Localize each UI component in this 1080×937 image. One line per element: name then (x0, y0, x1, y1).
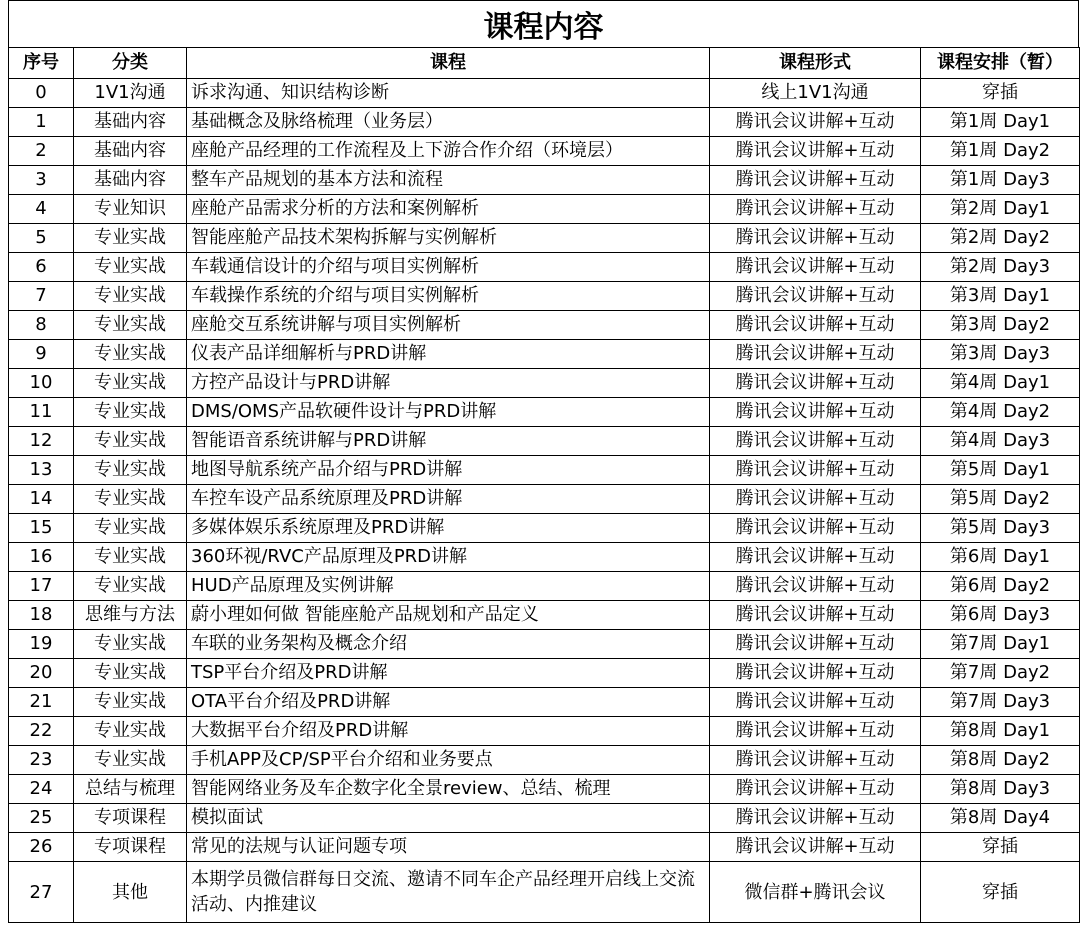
row-schedule: 第2周 Day1 (921, 195, 1080, 224)
header-row (9, 48, 1080, 79)
row-category: 专业实战 (74, 253, 187, 282)
row-format: 腾讯会议讲解+互动 (710, 224, 921, 253)
table-row (9, 224, 1080, 253)
row-schedule: 第4周 Day3 (921, 427, 1080, 456)
row-index: 9 (9, 340, 74, 369)
row-category: 专业实战 (74, 456, 187, 485)
row-course: 座舱交互系统讲解与项目实例解析 (187, 311, 710, 340)
row-index: 5 (9, 224, 74, 253)
row-format: 腾讯会议讲解+互动 (710, 746, 921, 775)
row-category: 专业实战 (74, 514, 187, 543)
row-category: 专项课程 (74, 833, 187, 862)
row-category: 专业实战 (74, 398, 187, 427)
row-format: 腾讯会议讲解+互动 (710, 775, 921, 804)
row-course: DMS/OMS产品软硬件设计与PRD讲解 (187, 398, 710, 427)
row-category: 基础内容 (74, 166, 187, 195)
row-course: 地图导航系统产品介绍与PRD讲解 (187, 456, 710, 485)
row-format: 微信群+腾讯会议 (710, 862, 921, 923)
row-category: 专业实战 (74, 340, 187, 369)
row-format: 腾讯会议讲解+互动 (710, 514, 921, 543)
row-format: 腾讯会议讲解+互动 (710, 543, 921, 572)
row-format: 腾讯会议讲解+互动 (710, 833, 921, 862)
table-body (9, 79, 1080, 923)
row-index: 27 (9, 862, 74, 923)
row-course: 仪表产品详细解析与PRD讲解 (187, 340, 710, 369)
row-index: 2 (9, 137, 74, 166)
row-course: 本期学员微信群每日交流、邀请不同车企产品经理开启线上交流活动、内推建议 (187, 862, 710, 923)
row-schedule: 穿插 (921, 862, 1080, 923)
row-format: 腾讯会议讲解+互动 (710, 195, 921, 224)
row-format: 腾讯会议讲解+互动 (710, 659, 921, 688)
header-index: 序号 (9, 48, 74, 79)
row-category: 专业实战 (74, 427, 187, 456)
row-category: 思维与方法 (74, 601, 187, 630)
row-category: 基础内容 (74, 137, 187, 166)
row-category: 1V1沟通 (74, 79, 187, 108)
table-row (9, 311, 1080, 340)
table-row (9, 514, 1080, 543)
row-schedule: 第3周 Day3 (921, 340, 1080, 369)
row-format: 腾讯会议讲解+互动 (710, 485, 921, 514)
row-schedule: 第1周 Day3 (921, 166, 1080, 195)
table-row (9, 833, 1080, 862)
row-schedule: 第7周 Day1 (921, 630, 1080, 659)
row-index: 11 (9, 398, 74, 427)
row-format: 腾讯会议讲解+互动 (710, 282, 921, 311)
row-schedule: 第8周 Day3 (921, 775, 1080, 804)
row-format: 腾讯会议讲解+互动 (710, 108, 921, 137)
row-index: 13 (9, 456, 74, 485)
row-format: 腾讯会议讲解+互动 (710, 601, 921, 630)
row-course: 多媒体娱乐系统原理及PRD讲解 (187, 514, 710, 543)
row-format: 腾讯会议讲解+互动 (710, 137, 921, 166)
table-row (9, 340, 1080, 369)
row-format: 腾讯会议讲解+互动 (710, 369, 921, 398)
course-table (8, 47, 1080, 923)
row-course: 座舱产品需求分析的方法和案例解析 (187, 195, 710, 224)
row-course: 大数据平台介绍及PRD讲解 (187, 717, 710, 746)
table-row (9, 746, 1080, 775)
row-course: OTA平台介绍及PRD讲解 (187, 688, 710, 717)
table-row (9, 630, 1080, 659)
row-course: 方控产品设计与PRD讲解 (187, 369, 710, 398)
row-category: 专业实战 (74, 543, 187, 572)
row-category: 专业知识 (74, 195, 187, 224)
row-course: 蔚小理如何做 智能座舱产品规划和产品定义 (187, 601, 710, 630)
row-index: 7 (9, 282, 74, 311)
row-format: 腾讯会议讲解+互动 (710, 427, 921, 456)
table-row (9, 398, 1080, 427)
row-index: 17 (9, 572, 74, 601)
row-schedule: 第1周 Day2 (921, 137, 1080, 166)
row-format: 腾讯会议讲解+互动 (710, 717, 921, 746)
row-category: 基础内容 (74, 108, 187, 137)
row-schedule: 第4周 Day2 (921, 398, 1080, 427)
row-course: 车载操作系统的介绍与项目实例解析 (187, 282, 710, 311)
row-category: 专业实战 (74, 224, 187, 253)
course-content-sheet (8, 0, 1079, 923)
row-schedule: 第8周 Day2 (921, 746, 1080, 775)
row-course: 手机APP及CP/SP平台介绍和业务要点 (187, 746, 710, 775)
row-format: 腾讯会议讲解+互动 (710, 688, 921, 717)
row-schedule: 第2周 Day2 (921, 224, 1080, 253)
row-category: 专业实战 (74, 369, 187, 398)
table-row (9, 688, 1080, 717)
row-category: 专业实战 (74, 485, 187, 514)
table-row (9, 456, 1080, 485)
row-course: 基础概念及脉络梳理（业务层） (187, 108, 710, 137)
row-format: 腾讯会议讲解+互动 (710, 398, 921, 427)
row-course: 诉求沟通、知识结构诊断 (187, 79, 710, 108)
row-index: 0 (9, 79, 74, 108)
row-course: 车控车设产品系统原理及PRD讲解 (187, 485, 710, 514)
row-schedule: 第3周 Day1 (921, 282, 1080, 311)
row-index: 18 (9, 601, 74, 630)
table-row (9, 369, 1080, 398)
row-category: 专业实战 (74, 282, 187, 311)
row-course: 智能座舱产品技术架构拆解与实例解析 (187, 224, 710, 253)
header-category: 分类 (74, 48, 187, 79)
row-index: 3 (9, 166, 74, 195)
row-category: 专业实战 (74, 688, 187, 717)
row-index: 23 (9, 746, 74, 775)
row-index: 6 (9, 253, 74, 282)
row-schedule: 第7周 Day2 (921, 659, 1080, 688)
row-index: 12 (9, 427, 74, 456)
row-format: 腾讯会议讲解+互动 (710, 456, 921, 485)
row-index: 26 (9, 833, 74, 862)
row-course: 车联的业务架构及概念介绍 (187, 630, 710, 659)
row-schedule: 第3周 Day2 (921, 311, 1080, 340)
row-format: 线上1V1沟通 (710, 79, 921, 108)
row-index: 15 (9, 514, 74, 543)
row-schedule: 第8周 Day4 (921, 804, 1080, 833)
table-row (9, 427, 1080, 456)
row-index: 21 (9, 688, 74, 717)
row-index: 25 (9, 804, 74, 833)
row-index: 24 (9, 775, 74, 804)
row-index: 1 (9, 108, 74, 137)
row-category: 专业实战 (74, 630, 187, 659)
table-row (9, 659, 1080, 688)
row-format: 腾讯会议讲解+互动 (710, 804, 921, 833)
table-row (9, 195, 1080, 224)
row-schedule: 穿插 (921, 833, 1080, 862)
row-course: 模拟面试 (187, 804, 710, 833)
row-schedule: 第4周 Day1 (921, 369, 1080, 398)
row-course: 整车产品规划的基本方法和流程 (187, 166, 710, 195)
row-schedule: 第5周 Day3 (921, 514, 1080, 543)
row-schedule: 第6周 Day2 (921, 572, 1080, 601)
row-format: 腾讯会议讲解+互动 (710, 340, 921, 369)
table-row (9, 137, 1080, 166)
row-index: 14 (9, 485, 74, 514)
table-row (9, 108, 1080, 137)
row-format: 腾讯会议讲解+互动 (710, 166, 921, 195)
table-row (9, 862, 1080, 923)
page-title: 课程内容 (8, 0, 1079, 47)
row-format: 腾讯会议讲解+互动 (710, 311, 921, 340)
row-course: 360环视/RVC产品原理及PRD讲解 (187, 543, 710, 572)
row-index: 16 (9, 543, 74, 572)
row-format: 腾讯会议讲解+互动 (710, 572, 921, 601)
table-row (9, 775, 1080, 804)
row-category: 专业实战 (74, 311, 187, 340)
row-category: 总结与梳理 (74, 775, 187, 804)
row-category: 专业实战 (74, 746, 187, 775)
row-category: 其他 (74, 862, 187, 923)
row-category: 专业实战 (74, 659, 187, 688)
table-row (9, 572, 1080, 601)
row-category: 专项课程 (74, 804, 187, 833)
row-schedule: 第1周 Day1 (921, 108, 1080, 137)
row-schedule: 第2周 Day3 (921, 253, 1080, 282)
table-row (9, 543, 1080, 572)
table-row (9, 79, 1080, 108)
row-schedule: 第8周 Day1 (921, 717, 1080, 746)
table-row (9, 717, 1080, 746)
header-course: 课程 (187, 48, 710, 79)
table-row (9, 282, 1080, 311)
row-format: 腾讯会议讲解+互动 (710, 253, 921, 282)
row-schedule: 穿插 (921, 79, 1080, 108)
row-index: 19 (9, 630, 74, 659)
row-schedule: 第5周 Day1 (921, 456, 1080, 485)
row-category: 专业实战 (74, 572, 187, 601)
header-format: 课程形式 (710, 48, 921, 79)
row-index: 4 (9, 195, 74, 224)
row-schedule: 第6周 Day3 (921, 601, 1080, 630)
row-index: 20 (9, 659, 74, 688)
row-course: 常见的法规与认证问题专项 (187, 833, 710, 862)
row-course: TSP平台介绍及PRD讲解 (187, 659, 710, 688)
table-row (9, 804, 1080, 833)
row-course: 智能网络业务及车企数字化全景review、总结、梳理 (187, 775, 710, 804)
table-row (9, 601, 1080, 630)
row-course: 智能语音系统讲解与PRD讲解 (187, 427, 710, 456)
row-index: 10 (9, 369, 74, 398)
table-row (9, 253, 1080, 282)
row-index: 8 (9, 311, 74, 340)
row-schedule: 第5周 Day2 (921, 485, 1080, 514)
table-row (9, 485, 1080, 514)
row-course: 车载通信设计的介绍与项目实例解析 (187, 253, 710, 282)
row-format: 腾讯会议讲解+互动 (710, 630, 921, 659)
row-course: 座舱产品经理的工作流程及上下游合作介绍（环境层） (187, 137, 710, 166)
row-schedule: 第7周 Day3 (921, 688, 1080, 717)
table-row (9, 166, 1080, 195)
row-category: 专业实战 (74, 717, 187, 746)
row-index: 22 (9, 717, 74, 746)
header-schedule: 课程安排（暂） (921, 48, 1080, 79)
row-course: HUD产品原理及实例讲解 (187, 572, 710, 601)
row-schedule: 第6周 Day1 (921, 543, 1080, 572)
